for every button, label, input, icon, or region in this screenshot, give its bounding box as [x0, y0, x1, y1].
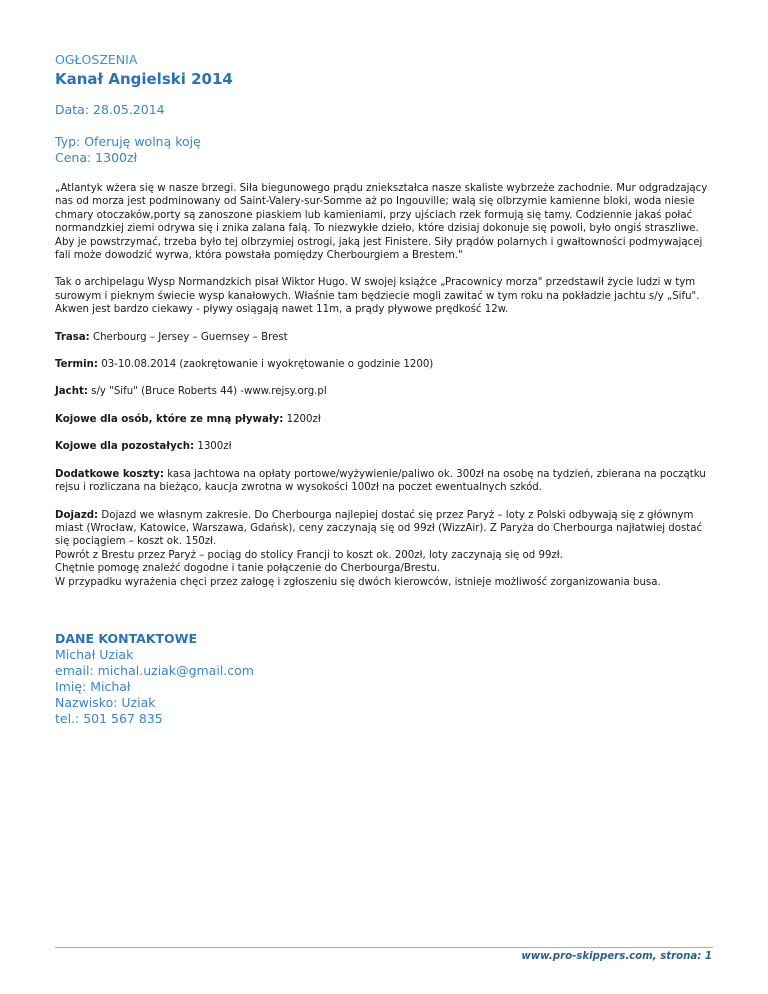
contact-first-name: Imię: Michał: [55, 678, 131, 694]
yacht-label: Jacht:: [55, 386, 88, 398]
intro-paragraph: Tak o archipelagu Wysp Normandzkich pisał Wiktor Hugo. W swojej książce „Pracownicy morza" przedstawił życie ludzi w tym surowym i pieknym świecie wysp kanałowych. Właśnie tam będziecie mogli zawitać w tym roku na pokładzie jachtu s/y „Sifu". Akwen jest bardzo ciekawy - pływy osiągają nawet 11m, a prądy pływowe prędkość 12w.: [55, 277, 700, 316]
contact-section: [55, 631, 715, 727]
travel-label: Dojazd:: [55, 509, 99, 521]
contact-last-name: Nazwisko: Uziak: [55, 694, 156, 710]
berth-other-label: Kojowe dla pozostałych:: [55, 441, 195, 453]
route-value: Cherbourg – Jersey – Guernsey – Brest: [89, 331, 288, 343]
costs-value: kasa jachtowa na opłaty portowe/wyżywienie/paliwo ok. 300zł na osobę na tydzień, zbierana na początku rejsu i rozliczana na bieżąco, kaucja zwrotna w wysokości 100zł na poczet ewentualnych szkód.: [55, 468, 706, 494]
travel-line-2: Powrót z Brestu przez Paryż – pociąg do stolicy Francji to koszt ok. 200zł, loty zaczynają się od 99zł.: [55, 549, 563, 561]
route-paragraph: [55, 331, 715, 344]
quote-paragraph: „Atlantyk wżera się w nasze brzegi. Siła biegunowego prądu zniekształca nasze skaliste wybrzeże zachodnie. Mur odgradzający nas od morza jest podminowany od Saint-Valery-sur-Somme aż po Ingouville; walą się olbrzymie kamienne bloki, woda niesie chmary otoczaków,porty są zanoszone piaskiem lub kamieniami, przy ujściach rzek formują się tamy. Codziennie jakaś połać normandzkiej ziemi odrywa się i znika zalana falą. To niezwykłe dzieło, które dzisiaj dokonuje się powoli, było ongiś straszliwe. Aby je powstrzymać, trzeba było tej olbrzymiej ostrogi, jaką jest Finistere. Siły prądów polarnych i gwałtowności podmywającej fali może dowodzić wyrwa, która powstała pomiędzy Cherbourgiem a Brestem.": [55, 183, 708, 262]
term-paragraph: [55, 358, 715, 371]
berth-other-paragraph: [55, 440, 715, 453]
travel-value: Dojazd we własnym zakresie. Do Cherbourga najlepiej dostać się przez Paryż – loty z Polski odbywają się z głównym miast (Wrocław, Katowice, Warszawa, Gdańsk), ceny zaczynają się od 99zł (WizzAir). Z Paryża do Cherbourga najłatwiej dostać się pociągiem – koszt ok. 150zł.: [55, 509, 703, 548]
price-line: Cena: 1300zł: [55, 150, 138, 165]
page-title: Kanał Angielski 2014: [55, 70, 233, 88]
berth-other-value: 1300zł: [194, 441, 232, 453]
travel-line-3: Chętnie pomogę znaleźć dogodne i tanie połączenie do Cherbourga/Brestu.: [55, 563, 441, 575]
date-line: Data: 28.05.2014: [55, 102, 165, 117]
type-line: Typ: Oferuję wolną koję: [55, 134, 201, 149]
travel-paragraph: [55, 509, 715, 589]
contact-heading: DANE KONTAKTOWE: [55, 630, 198, 646]
costs-paragraph: [55, 468, 715, 495]
term-label: Termin:: [55, 359, 98, 371]
costs-label: Dodatkowe koszty:: [55, 468, 164, 480]
contact-email[interactable]: email: michal.uziak@gmail.com: [55, 662, 254, 678]
yacht-value: s/y "Sifu" (Bruce Roberts 44) -www.rejsy.org.pl: [87, 386, 327, 398]
document-page: [55, 52, 715, 727]
yacht-paragraph: [55, 385, 715, 398]
berth-previous-paragraph: [55, 413, 715, 426]
footer-text: www.pro-skippers.com, strona: 1: [521, 951, 712, 962]
berth-previous-value: 1200zł: [283, 413, 321, 425]
travel-line-4: W przypadku wyrażenia chęci przez załogę i zgłoszeniu się dwóch kierowców, istnieje możliwość zorganizowania busa.: [55, 576, 661, 588]
berth-previous-label: Kojowe dla osób, które ze mną pływały:: [55, 413, 284, 425]
route-label: Trasa:: [55, 331, 90, 343]
term-value: 03-10.08.2014 (zaokrętowanie i wyokrętowanie o godzinie 1200): [97, 359, 434, 371]
category-label: OGŁOSZENIA: [55, 52, 138, 67]
contact-name: Michał Uziak: [55, 646, 134, 662]
contact-phone: tel.: 501 567 835: [55, 710, 163, 726]
footer-divider: [55, 947, 713, 948]
travel-line-1: [55, 509, 715, 549]
